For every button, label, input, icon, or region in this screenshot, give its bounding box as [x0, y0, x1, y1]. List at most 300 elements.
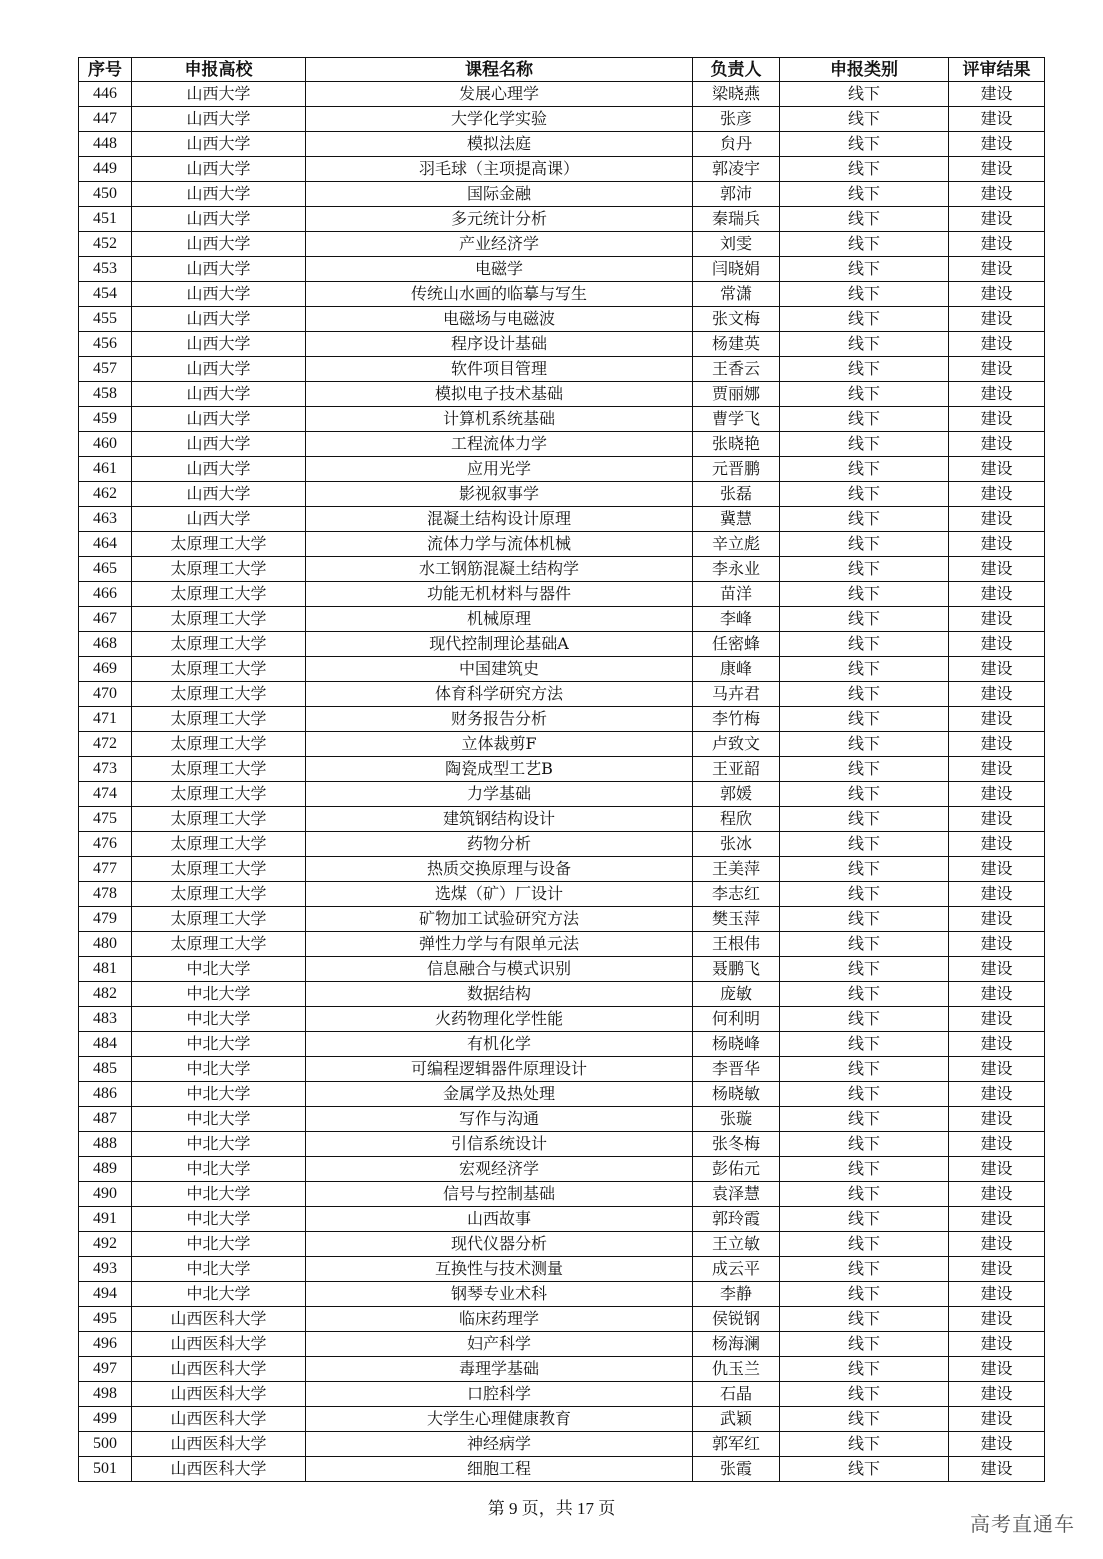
cell-instructor: 成云平 [693, 1257, 780, 1282]
cell-result: 建设 [949, 207, 1045, 232]
cell-instructor: 聂鹏飞 [693, 957, 780, 982]
cell-university: 山西大学 [132, 182, 306, 207]
table-row [79, 357, 1045, 382]
cell-course-name: 建筑钢结构设计 [306, 807, 693, 832]
cell-result: 建设 [949, 782, 1045, 807]
cell-instructor: 冀慧 [693, 507, 780, 532]
cell-index: 487 [79, 1107, 132, 1132]
cell-result: 建设 [949, 457, 1045, 482]
table-row [79, 232, 1045, 257]
cell-course-name: 软件项目管理 [306, 357, 693, 382]
table-row [79, 1307, 1045, 1332]
cell-result: 建设 [949, 82, 1045, 107]
cell-result: 建设 [949, 432, 1045, 457]
cell-course-name: 产业经济学 [306, 232, 693, 257]
cell-index: 467 [79, 607, 132, 632]
cell-index: 483 [79, 1007, 132, 1032]
cell-university: 山西大学 [132, 157, 306, 182]
cell-course-name: 羽毛球（主项提高课） [306, 157, 693, 182]
cell-result: 建设 [949, 157, 1045, 182]
cell-index: 472 [79, 732, 132, 757]
cell-course-name: 模拟法庭 [306, 132, 693, 157]
cell-category: 线下 [780, 857, 949, 882]
cell-category: 线下 [780, 457, 949, 482]
cell-university: 太原理工大学 [132, 757, 306, 782]
table-row [79, 1282, 1045, 1307]
table-row [79, 707, 1045, 732]
table-row [79, 1332, 1045, 1357]
cell-result: 建设 [949, 407, 1045, 432]
cell-result: 建设 [949, 357, 1045, 382]
cell-university: 太原理工大学 [132, 732, 306, 757]
cell-category: 线下 [780, 1057, 949, 1082]
cell-course-name: 发展心理学 [306, 82, 693, 107]
cell-result: 建设 [949, 1382, 1045, 1407]
cell-result: 建设 [949, 1282, 1045, 1307]
cell-index: 456 [79, 332, 132, 357]
cell-university: 中北大学 [132, 1207, 306, 1232]
cell-instructor: 杨海澜 [693, 1332, 780, 1357]
cell-result: 建设 [949, 282, 1045, 307]
cell-instructor: 辛立彪 [693, 532, 780, 557]
cell-result: 建设 [949, 1432, 1045, 1457]
cell-index: 453 [79, 257, 132, 282]
cell-index: 474 [79, 782, 132, 807]
table-row [79, 732, 1045, 757]
table-row [79, 332, 1045, 357]
cell-category: 线下 [780, 682, 949, 707]
cell-university: 太原理工大学 [132, 907, 306, 932]
cell-university: 山西医科大学 [132, 1407, 306, 1432]
cell-index: 476 [79, 832, 132, 857]
cell-category: 线下 [780, 1157, 949, 1182]
cell-course-name: 力学基础 [306, 782, 693, 807]
cell-instructor: 贾丽娜 [693, 382, 780, 407]
cell-category: 线下 [780, 782, 949, 807]
cell-course-name: 临床药理学 [306, 1307, 693, 1332]
cell-result: 建设 [949, 532, 1045, 557]
cell-index: 482 [79, 982, 132, 1007]
cell-university: 太原理工大学 [132, 632, 306, 657]
cell-university: 山西大学 [132, 207, 306, 232]
table-row [79, 607, 1045, 632]
cell-result: 建设 [949, 307, 1045, 332]
cell-index: 471 [79, 707, 132, 732]
cell-category: 线下 [780, 1007, 949, 1032]
table-row [79, 182, 1045, 207]
cell-university: 太原理工大学 [132, 607, 306, 632]
cell-index: 448 [79, 132, 132, 157]
cell-university: 中北大学 [132, 1057, 306, 1082]
cell-category: 线下 [780, 1132, 949, 1157]
table-row [79, 1132, 1045, 1157]
cell-category: 线下 [780, 432, 949, 457]
cell-university: 太原理工大学 [132, 832, 306, 857]
table-row [79, 507, 1045, 532]
cell-university: 山西大学 [132, 507, 306, 532]
cell-instructor: 李峰 [693, 607, 780, 632]
table-body [79, 82, 1045, 1482]
cell-index: 501 [79, 1457, 132, 1482]
cell-instructor: 李竹梅 [693, 707, 780, 732]
cell-course-name: 现代仪器分析 [306, 1232, 693, 1257]
cell-category: 线下 [780, 507, 949, 532]
table-row [79, 582, 1045, 607]
cell-university: 山西大学 [132, 282, 306, 307]
cell-index: 495 [79, 1307, 132, 1332]
cell-instructor: 李晋华 [693, 1057, 780, 1082]
cell-university: 山西大学 [132, 232, 306, 257]
cell-instructor: 王香云 [693, 357, 780, 382]
table-header-row [79, 58, 1045, 82]
cell-result: 建设 [949, 482, 1045, 507]
cell-course-name: 细胞工程 [306, 1457, 693, 1482]
cell-university: 中北大学 [132, 1107, 306, 1132]
cell-category: 线下 [780, 232, 949, 257]
cell-instructor: 侯锐钢 [693, 1307, 780, 1332]
cell-category: 线下 [780, 832, 949, 857]
cell-result: 建设 [949, 1107, 1045, 1132]
cell-result: 建设 [949, 1332, 1045, 1357]
header-index: 序号 [79, 58, 132, 82]
cell-university: 太原理工大学 [132, 582, 306, 607]
cell-course-name: 国际金融 [306, 182, 693, 207]
cell-university: 山西医科大学 [132, 1382, 306, 1407]
cell-index: 489 [79, 1157, 132, 1182]
cell-instructor: 张璇 [693, 1107, 780, 1132]
cell-instructor: 任密蜂 [693, 632, 780, 657]
course-table [78, 57, 1045, 1482]
cell-university: 中北大学 [132, 982, 306, 1007]
cell-instructor: 程欣 [693, 807, 780, 832]
cell-index: 498 [79, 1382, 132, 1407]
cell-category: 线下 [780, 132, 949, 157]
cell-result: 建设 [949, 632, 1045, 657]
cell-index: 481 [79, 957, 132, 982]
cell-instructor: 石晶 [693, 1382, 780, 1407]
cell-university: 山西大学 [132, 307, 306, 332]
cell-university: 太原理工大学 [132, 557, 306, 582]
table-row [79, 1457, 1045, 1482]
cell-university: 山西大学 [132, 482, 306, 507]
cell-category: 线下 [780, 357, 949, 382]
cell-instructor: 李静 [693, 1282, 780, 1307]
cell-course-name: 信号与控制基础 [306, 1182, 693, 1207]
cell-index: 473 [79, 757, 132, 782]
cell-instructor: 张霞 [693, 1457, 780, 1482]
header-result: 评审结果 [949, 58, 1045, 82]
cell-instructor: 秦瑞兵 [693, 207, 780, 232]
cell-instructor: 杨晓峰 [693, 1032, 780, 1057]
cell-result: 建设 [949, 1132, 1045, 1157]
cell-course-name: 神经病学 [306, 1432, 693, 1457]
cell-university: 中北大学 [132, 1157, 306, 1182]
table-row [79, 957, 1045, 982]
table-row [79, 657, 1045, 682]
cell-result: 建设 [949, 1032, 1045, 1057]
cell-course-name: 现代控制理论基础A [306, 632, 693, 657]
cell-index: 470 [79, 682, 132, 707]
cell-index: 459 [79, 407, 132, 432]
cell-instructor: 曹学飞 [693, 407, 780, 432]
table-row [79, 207, 1045, 232]
cell-category: 线下 [780, 1432, 949, 1457]
cell-result: 建设 [949, 1457, 1045, 1482]
cell-result: 建设 [949, 1157, 1045, 1182]
cell-course-name: 计算机系统基础 [306, 407, 693, 432]
cell-category: 线下 [780, 707, 949, 732]
cell-university: 太原理工大学 [132, 657, 306, 682]
cell-result: 建设 [949, 732, 1045, 757]
cell-result: 建设 [949, 857, 1045, 882]
cell-course-name: 流体力学与流体机械 [306, 532, 693, 557]
cell-course-name: 写作与沟通 [306, 1107, 693, 1132]
cell-category: 线下 [780, 557, 949, 582]
cell-instructor: 刘雯 [693, 232, 780, 257]
cell-category: 线下 [780, 757, 949, 782]
cell-result: 建设 [949, 582, 1045, 607]
cell-university: 中北大学 [132, 1082, 306, 1107]
cell-university: 山西医科大学 [132, 1332, 306, 1357]
cell-course-name: 互换性与技术测量 [306, 1257, 693, 1282]
cell-course-name: 山西故事 [306, 1207, 693, 1232]
table-row [79, 1232, 1045, 1257]
cell-index: 469 [79, 657, 132, 682]
cell-instructor: 王亚韶 [693, 757, 780, 782]
table-row [79, 407, 1045, 432]
table-row [79, 1157, 1045, 1182]
cell-category: 线下 [780, 932, 949, 957]
table-row [79, 1407, 1045, 1432]
table-row [79, 1057, 1045, 1082]
cell-university: 山西医科大学 [132, 1357, 306, 1382]
cell-university: 山西大学 [132, 357, 306, 382]
table-row [79, 257, 1045, 282]
cell-university: 中北大学 [132, 1282, 306, 1307]
cell-instructor: 樊玉萍 [693, 907, 780, 932]
cell-index: 451 [79, 207, 132, 232]
cell-category: 线下 [780, 582, 949, 607]
cell-instructor: 李志红 [693, 882, 780, 907]
cell-result: 建设 [949, 757, 1045, 782]
cell-category: 线下 [780, 157, 949, 182]
table-row [79, 432, 1045, 457]
cell-course-name: 立体裁剪F [306, 732, 693, 757]
cell-university: 太原理工大学 [132, 682, 306, 707]
cell-course-name: 机械原理 [306, 607, 693, 632]
header-course-name: 课程名称 [306, 58, 693, 82]
cell-course-name: 影视叙事学 [306, 482, 693, 507]
cell-result: 建设 [949, 882, 1045, 907]
cell-index: 479 [79, 907, 132, 932]
cell-result: 建设 [949, 607, 1045, 632]
cell-university: 山西医科大学 [132, 1457, 306, 1482]
cell-instructor: 元晋鹏 [693, 457, 780, 482]
cell-instructor: 杨建英 [693, 332, 780, 357]
cell-result: 建设 [949, 1007, 1045, 1032]
table-row [79, 632, 1045, 657]
cell-result: 建设 [949, 1307, 1045, 1332]
cell-instructor: 闫晓娟 [693, 257, 780, 282]
cell-category: 线下 [780, 982, 949, 1007]
page-number: 第 9 页，共 17 页 [487, 1499, 616, 1518]
cell-university: 中北大学 [132, 1007, 306, 1032]
cell-result: 建设 [949, 982, 1045, 1007]
watermark: 高考直通车 [970, 1512, 1075, 1536]
cell-index: 490 [79, 1182, 132, 1207]
cell-index: 488 [79, 1132, 132, 1157]
cell-university: 山西医科大学 [132, 1432, 306, 1457]
cell-category: 线下 [780, 907, 949, 932]
table-row [79, 457, 1045, 482]
cell-instructor: 梁晓燕 [693, 82, 780, 107]
cell-index: 468 [79, 632, 132, 657]
cell-course-name: 火药物理化学性能 [306, 1007, 693, 1032]
cell-result: 建设 [949, 232, 1045, 257]
table-row [79, 682, 1045, 707]
cell-university: 山西大学 [132, 132, 306, 157]
cell-university: 中北大学 [132, 1182, 306, 1207]
cell-category: 线下 [780, 1257, 949, 1282]
cell-category: 线下 [780, 1307, 949, 1332]
cell-category: 线下 [780, 732, 949, 757]
cell-category: 线下 [780, 1382, 949, 1407]
cell-result: 建设 [949, 507, 1045, 532]
cell-result: 建设 [949, 107, 1045, 132]
cell-course-name: 传统山水画的临摹与写生 [306, 282, 693, 307]
table-row [79, 282, 1045, 307]
cell-index: 491 [79, 1207, 132, 1232]
cell-index: 446 [79, 82, 132, 107]
table-row [79, 1207, 1045, 1232]
cell-university: 山西大学 [132, 82, 306, 107]
cell-instructor: 郭凌宇 [693, 157, 780, 182]
cell-university: 山西大学 [132, 382, 306, 407]
cell-index: 450 [79, 182, 132, 207]
cell-university: 太原理工大学 [132, 882, 306, 907]
table-row [79, 1082, 1045, 1107]
cell-course-name: 信息融合与模式识别 [306, 957, 693, 982]
cell-course-name: 多元统计分析 [306, 207, 693, 232]
table-row [79, 557, 1045, 582]
cell-result: 建设 [949, 1257, 1045, 1282]
cell-index: 477 [79, 857, 132, 882]
cell-course-name: 应用光学 [306, 457, 693, 482]
cell-index: 458 [79, 382, 132, 407]
cell-instructor: 王立敏 [693, 1232, 780, 1257]
table-row [79, 157, 1045, 182]
cell-course-name: 妇产科学 [306, 1332, 693, 1357]
cell-university: 中北大学 [132, 1032, 306, 1057]
cell-index: 461 [79, 457, 132, 482]
cell-category: 线下 [780, 1282, 949, 1307]
cell-instructor: 袁泽慧 [693, 1182, 780, 1207]
cell-course-name: 水工钢筋混凝土结构学 [306, 557, 693, 582]
cell-university: 山西大学 [132, 107, 306, 132]
cell-course-name: 选煤（矿）厂设计 [306, 882, 693, 907]
cell-category: 线下 [780, 282, 949, 307]
cell-category: 线下 [780, 1107, 949, 1132]
cell-instructor: 苗洋 [693, 582, 780, 607]
cell-university: 太原理工大学 [132, 932, 306, 957]
cell-result: 建设 [949, 657, 1045, 682]
cell-index: 494 [79, 1282, 132, 1307]
cell-index: 465 [79, 557, 132, 582]
cell-instructor: 常潇 [693, 282, 780, 307]
cell-instructor: 张冰 [693, 832, 780, 857]
cell-category: 线下 [780, 207, 949, 232]
cell-instructor: 张冬梅 [693, 1132, 780, 1157]
cell-category: 线下 [780, 1032, 949, 1057]
cell-course-name: 口腔科学 [306, 1382, 693, 1407]
cell-instructor: 郭沛 [693, 182, 780, 207]
cell-course-name: 混凝土结构设计原理 [306, 507, 693, 532]
cell-index: 499 [79, 1407, 132, 1432]
cell-course-name: 大学化学实验 [306, 107, 693, 132]
cell-category: 线下 [780, 1082, 949, 1107]
cell-index: 486 [79, 1082, 132, 1107]
cell-result: 建设 [949, 1057, 1045, 1082]
cell-instructor: 郭军红 [693, 1432, 780, 1457]
cell-instructor: 马卉君 [693, 682, 780, 707]
cell-university: 山西大学 [132, 407, 306, 432]
cell-index: 475 [79, 807, 132, 832]
cell-instructor: 张磊 [693, 482, 780, 507]
cell-index: 484 [79, 1032, 132, 1057]
cell-index: 449 [79, 157, 132, 182]
table-row [79, 1007, 1045, 1032]
cell-course-name: 可编程逻辑器件原理设计 [306, 1057, 693, 1082]
cell-index: 447 [79, 107, 132, 132]
cell-instructor: 郭媛 [693, 782, 780, 807]
table-row [79, 1032, 1045, 1057]
cell-course-name: 大学生心理健康教育 [306, 1407, 693, 1432]
header-instructor: 负责人 [693, 58, 780, 82]
cell-category: 线下 [780, 307, 949, 332]
cell-university: 中北大学 [132, 1232, 306, 1257]
cell-index: 500 [79, 1432, 132, 1457]
cell-result: 建设 [949, 1232, 1045, 1257]
cell-instructor: 卢致文 [693, 732, 780, 757]
cell-course-name: 热质交换原理与设备 [306, 857, 693, 882]
cell-course-name: 工程流体力学 [306, 432, 693, 457]
cell-index: 457 [79, 357, 132, 382]
table-row [79, 1182, 1045, 1207]
cell-instructor: 李永业 [693, 557, 780, 582]
cell-index: 454 [79, 282, 132, 307]
cell-instructor: 贠丹 [693, 132, 780, 157]
cell-category: 线下 [780, 407, 949, 432]
cell-result: 建设 [949, 332, 1045, 357]
cell-course-name: 钢琴专业术科 [306, 1282, 693, 1307]
cell-category: 线下 [780, 182, 949, 207]
cell-result: 建设 [949, 1182, 1045, 1207]
table-row [79, 782, 1045, 807]
cell-result: 建设 [949, 1082, 1045, 1107]
cell-result: 建设 [949, 132, 1045, 157]
cell-instructor: 王美萍 [693, 857, 780, 882]
table-row [79, 932, 1045, 957]
cell-index: 485 [79, 1057, 132, 1082]
table-row [79, 1432, 1045, 1457]
cell-result: 建设 [949, 182, 1045, 207]
cell-course-name: 体育科学研究方法 [306, 682, 693, 707]
cell-index: 480 [79, 932, 132, 957]
table-row [79, 132, 1045, 157]
cell-index: 478 [79, 882, 132, 907]
cell-course-name: 弹性力学与有限单元法 [306, 932, 693, 957]
cell-course-name: 数据结构 [306, 982, 693, 1007]
